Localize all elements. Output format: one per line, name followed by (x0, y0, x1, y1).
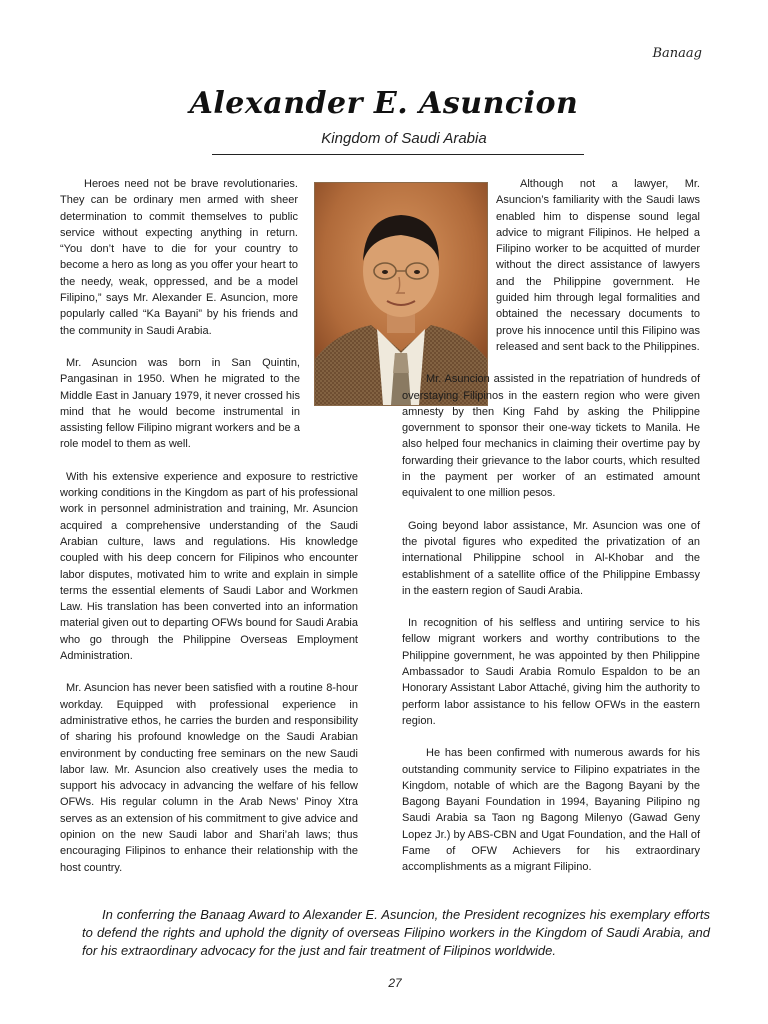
article-paragraph: He has been confirmed with numerous awards for his outstanding community service to Filipino expatriates in the Kingdom, notable of which are the Bagong Bayani by the Bagong Bayani Foundation in 1994, Bayaning Pilipino ng Saudi Arabia sa Taon ng Bagong Milenyo (Gawad Geny Lopez Jr.) by ABS-CBN and Ugat Foundation, and the Hall of Fame of OFW Achievers for his extraordinary accomplishments as a migrant Filipino. (402, 747, 700, 874)
page-subtitle: Kingdom of Saudi Arabia (321, 130, 487, 147)
article-paragraph: With his extensive experience and exposure to restrictive working conditions in the Kingdom as part of his professional work in personnel administration and training, Mr. Asuncion acquired a comprehensive understanding of the Saudi Arabian culture, laws and regulations. His knowledge coupled with his deep concern for Filipinos who encounter labor disputes, motivated him to write and explain in simple terms the essential elements of Saudi Labor and Workmen Law. His translation has been converted into an information material given out to departing OFWs bound for Saudi Arabia who go through the Philippine Overseas Employment Administration. (60, 470, 358, 663)
article-paragraph: Going beyond labor assistance, Mr. Asuncion was one of the pivotal figures who expedited the privatization of an international Philippine school in Al-Khobar and the establishment of a satellite office of the Philippine Embassy in the eastern region of Saudi Arabia. (402, 519, 700, 597)
article-column-left (60, 176, 358, 892)
article-paragraph: Mr. Asuncion has never been satisfied with a routine 8-hour workday. Equipped with professional experience in administrative ethos, he carries the burden and responsibility of sharing his profound knowledge on the Saudi Arabian environment by conducting free seminars on the new Saudi labor law. Mr. Asuncion also creatively uses the media to support his advocacy in advancing the welfare of his fellow OFWs. His regular column in the Arab News’ Pinoy Xtra serves as an extension of his commitment to give advice and opinion on the new Saudi labor and Shari’ah laws; thus encouraging Filipinos to enhance their relationship with the host country. (60, 682, 358, 874)
article-paragraph: Mr. Asuncion assisted in the repatriation of hundreds of overstaying Filipinos in the eastern region who were given amnesty by then King Fahd by asking the Philippine government to sponsor their one-way tickets to Manila. He also helped four mechanics in claiming their overtime pay by forwarding their grievance to the labor courts, which resulted in the payment per worker of an estimated amount equivalent to one million pesos. (402, 373, 700, 500)
article-paragraph: Heroes need not be brave revolutionaries. They can be ordinary men armed with sheer determination to commit themselves to public service without expecting anything in return. “You don’t have to die for your country to become a hero as long as you offer your heart to the needy, weak, oppressed, and be a model Filipino,” says Mr. Alexander E. Asuncion, more popularly called “Ka Bayani” by his friends and the community in Saudi Arabia. (60, 178, 298, 337)
article-column-right (402, 176, 700, 892)
page-number: 27 (388, 976, 402, 990)
article-paragraph: In recognition of his selfless and untiring service to his fellow migrant workers and worthy contributions to the Philippine government, he was appointed by then Philippine Ambassador to Saudi Arabia Romulo Espaldon to be an Honorary Assistant Labor Attaché, giving him the authority to perform labor assistance to his fellow OFWs in the eastern region. (402, 617, 700, 727)
running-head: Banaag (652, 46, 702, 61)
award-citation: In conferring the Banaag Award to Alexander E. Asuncion, the President recognizes his exemplary efforts to defend the rights and uphold the dignity of overseas Filipino workers in the Kingdom of Saudi Arabia, and for his extraordinary advocacy for the just and fair treatment of Filipinos worldwide. (82, 907, 710, 958)
article-paragraph: Although not a lawyer, Mr. Asuncion’s familiarity with the Saudi laws enabled him to dispense sound legal advice to migrant Filipinos. He helped a Filipino worker to be acquitted of murder without the direct assistance of lawyers and the Philippine government. He guided him through legal formalities and obtained the necessary documents to prove his innocence until this Filipino was released and sent back to the Philippines. (496, 178, 700, 353)
page-title: Alexander E. Asuncion (189, 86, 579, 121)
title-divider (212, 154, 584, 155)
article-paragraph: Mr. Asuncion was born in San Quintin, Pangasinan in 1950. When he migrated to the Middle East in January 1979, it never crossed his mind that he would become instrumental in assisting fellow Filipino migrant workers and be a role model to them as well. (60, 356, 300, 451)
